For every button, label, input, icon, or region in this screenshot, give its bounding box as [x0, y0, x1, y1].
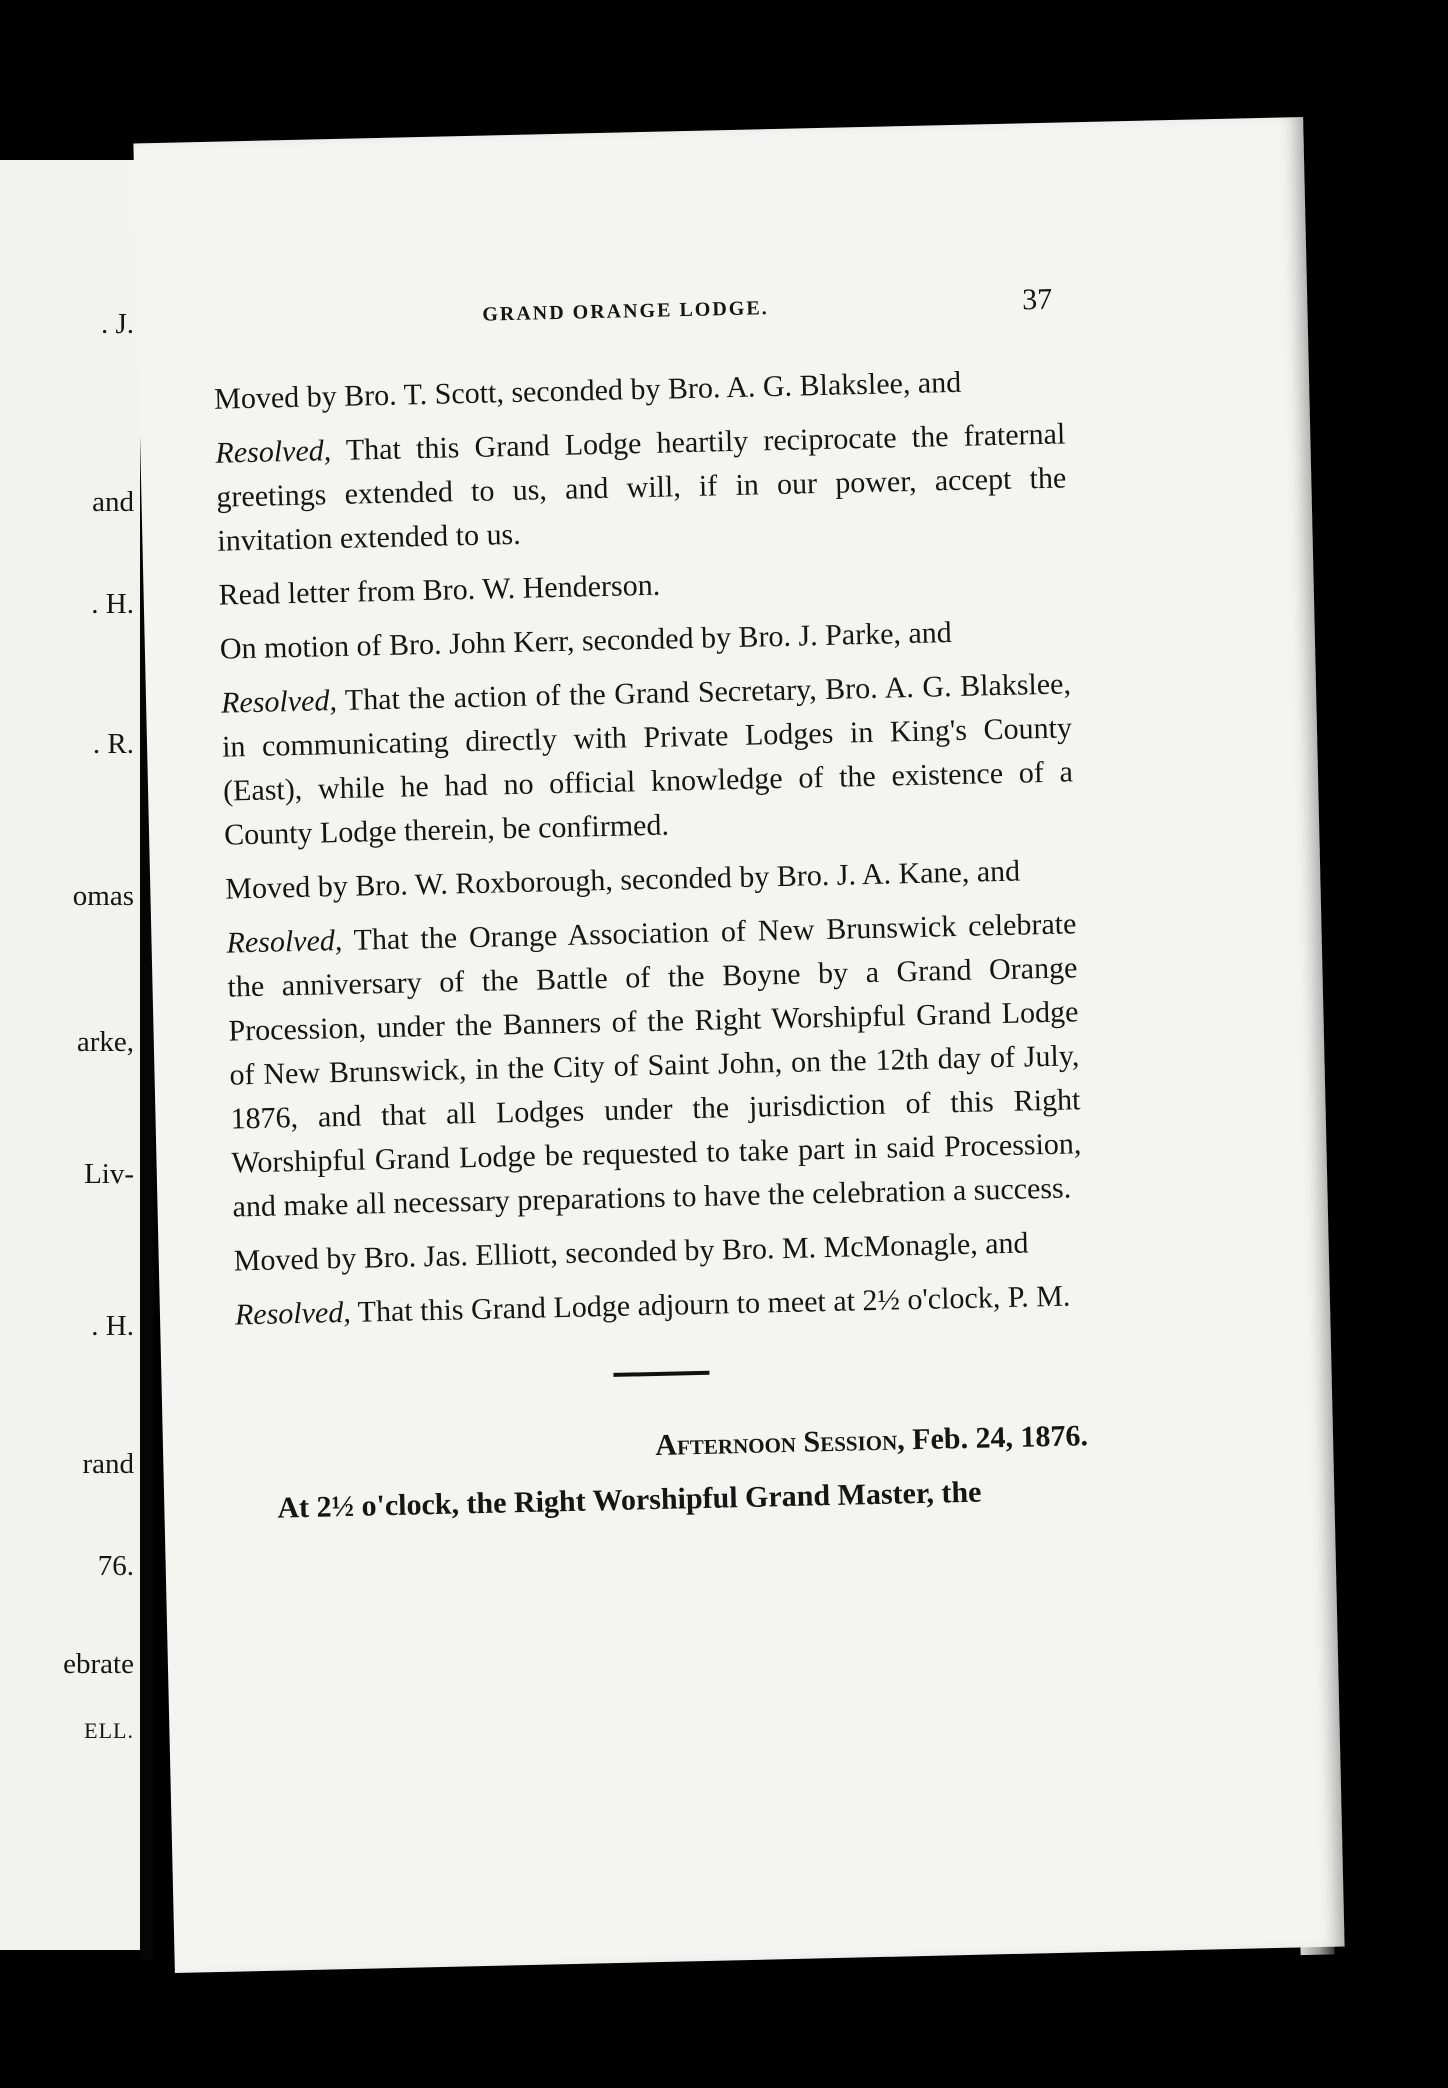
paragraph: Moved by Bro. W. Roxborough, seconded by Bro. J. A. Kane, and — [224, 854, 1021, 906]
left-fragment: omas — [72, 880, 134, 912]
body-text — [214, 358, 1086, 1337]
left-fragment: rand — [82, 1448, 134, 1480]
page-number: 37 — [1021, 282, 1053, 317]
paragraph: Resolved, That the Orange Association of New Brunswick celebrate the anniversary of the Battle of the Boyne by a Grand Orange Procession, under the Banners of the Right Worshipful Grand Lodge of New Brunswick, in the City of Saint John, on the 12th day of July, 1876, and that all Lodges under the jurisdiction of this Right Worshipful Grand Lodge be requested to take part in said Procession, and make all necessary preparations to have the celebration a success. — [226, 907, 1082, 1224]
paragraph: Resolved, That the action of the Grand Secretary, Bro. A. G. Blakslee, in communicating directly with Private Lodges in King's County (East), while he had no official knowledge of the existence of a County Lodge therein, be confirmed. — [220, 667, 1074, 852]
left-fragment: ELL. — [84, 1718, 134, 1743]
paragraph: Moved by Bro. T. Scott, seconded by Bro. A. G. Blakslee, and — [213, 365, 962, 416]
paragraph: Resolved, That this Grand Lodge adjourn to meet at 2½ o'clock, P. M. — [234, 1279, 1071, 1332]
left-fragment: 76. — [97, 1550, 134, 1582]
left-fragment: . H. — [91, 1310, 134, 1342]
book-page — [133, 117, 1344, 1973]
page-content — [212, 282, 1090, 1531]
left-fragment: Liv- — [84, 1158, 134, 1190]
session-heading: Afternoon Session, Feb. 24, 1876. — [654, 1419, 1089, 1462]
left-fragment: and — [92, 486, 134, 518]
left-fragment: arke, — [76, 1026, 134, 1058]
left-fragment: ebrate — [63, 1648, 134, 1680]
paragraph: On motion of Bro. John Kerr, seconded by Bro. J. Parke, and — [219, 616, 953, 666]
paragraph: Read letter from Bro. W. Henderson. — [218, 568, 661, 612]
paragraph: At 2½ o'clock, the Right Worshipful Grand Master, the — [277, 1475, 982, 1525]
paragraph: Resolved, That this Grand Lodge heartily reciprocate the fraternal greetings extended to us, and will, if in our power, accept the invitation extended to us. — [215, 417, 1067, 558]
left-fragment: . J. — [100, 308, 134, 340]
left-facing-page — [0, 160, 140, 1950]
section-rule — [613, 1371, 709, 1377]
left-fragment: . H. — [91, 588, 134, 620]
running-head — [212, 282, 1063, 341]
running-title: GRAND ORANGE LODGE. — [482, 297, 769, 326]
left-fragment: . R. — [92, 728, 134, 760]
paragraph: Moved by Bro. Jas. Elliott, seconded by Bro. M. McMonagle, and — [233, 1226, 1029, 1278]
